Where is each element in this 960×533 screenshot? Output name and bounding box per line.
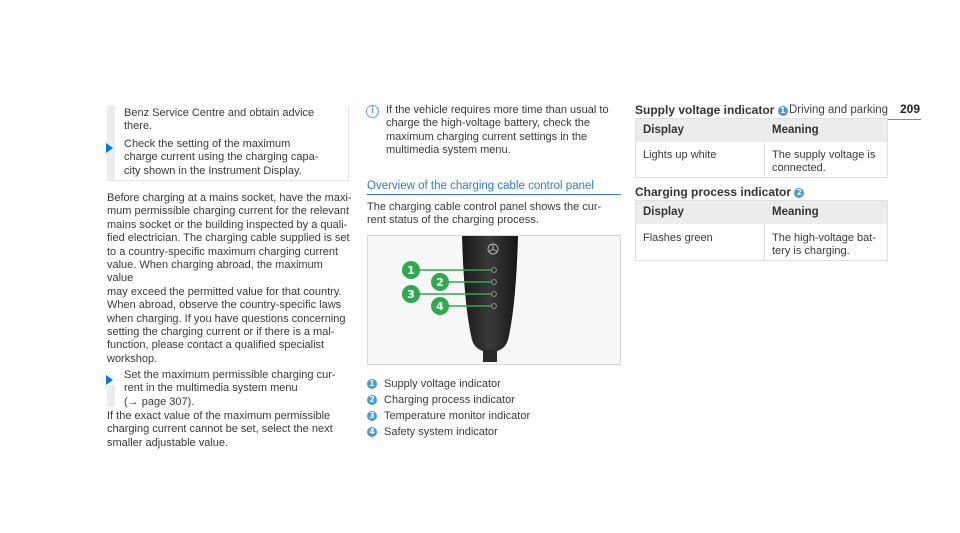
table-header-row xyxy=(636,201,887,224)
legend-label: Charging process indicator xyxy=(384,394,515,406)
callout-2: 2 xyxy=(436,276,444,289)
header-display: Display xyxy=(643,124,684,136)
heading-text: Charging process indicator xyxy=(635,185,792,199)
heading-badge: 1 xyxy=(778,106,788,116)
legend-label: Supply voltage indicator xyxy=(384,378,501,390)
table-header-row xyxy=(636,119,887,142)
step-side-bar xyxy=(107,385,115,407)
note-continuation: Benz Service Centre and obtain advice there. xyxy=(124,107,315,133)
header-display: Display xyxy=(643,206,684,218)
supply-voltage-heading xyxy=(635,104,788,117)
intro-text: The charging cable control panel shows the cur- rent status of the charging process. xyxy=(367,201,602,227)
paragraph-adjustable-value: If the exact value of the maximum permissible charging current cannot be set, select the next smaller adjustable value. xyxy=(107,410,333,449)
callout-3: 3 xyxy=(407,288,415,301)
info-circle-icon: i xyxy=(366,105,379,118)
supply-voltage-table xyxy=(635,118,888,178)
cable-stub xyxy=(483,350,497,362)
column-divider xyxy=(764,224,765,260)
heading-badge: 2 xyxy=(794,188,804,198)
callout-1: 1 xyxy=(407,264,415,277)
legend-item xyxy=(367,378,501,391)
figure-callout xyxy=(431,297,449,315)
legend-label: Safety system indicator xyxy=(384,426,498,438)
play-arrow-icon xyxy=(106,143,113,153)
figure-callout xyxy=(431,273,449,291)
step-set-current: Set the maximum permissible charging cur- rent in the multimedia system menu (→ page 307). xyxy=(124,369,336,408)
legend-item xyxy=(367,394,515,407)
control-panel-figure xyxy=(367,235,621,365)
legend-label: Temperature monitor indicator xyxy=(384,410,531,422)
figure-callout xyxy=(402,261,420,279)
legend-badge: 3 xyxy=(367,411,377,421)
header-meaning: Meaning xyxy=(772,124,819,136)
legend-badge: 2 xyxy=(367,395,377,405)
play-arrow-icon xyxy=(106,375,113,385)
charging-control-unit-illustration xyxy=(368,236,620,364)
row-meaning: The supply voltage is connected. xyxy=(772,149,876,175)
legend-badge: 4 xyxy=(367,427,377,437)
info-note: If the vehicle requires more time than usual to charge the high-voltage battery, check the maximum charging current settings in the multimedia system menu. xyxy=(386,104,609,157)
legend-badge: 1 xyxy=(367,379,377,389)
legend-item xyxy=(367,426,498,439)
charging-process-table xyxy=(635,200,888,261)
page-number: 209 xyxy=(900,102,921,116)
callout-4: 4 xyxy=(436,300,444,313)
row-display: Flashes green xyxy=(643,232,713,244)
figure-callout xyxy=(402,285,420,303)
legend-item xyxy=(367,410,530,423)
heading-rule xyxy=(367,194,621,195)
column-divider xyxy=(764,142,765,177)
section-title: Driving and parking xyxy=(789,104,889,116)
header-meaning: Meaning xyxy=(772,206,819,218)
row-display: Lights up white xyxy=(643,149,717,161)
heading-text: Supply voltage indicator xyxy=(635,103,775,117)
row-meaning: The high-voltage bat- tery is charging. xyxy=(772,232,876,258)
step-check-setting: Check the setting of the maximum charge current using the charging capa- city shown in the Instrument Display. xyxy=(124,138,319,177)
charging-process-heading xyxy=(635,186,804,199)
section-heading: Overview of the charging cable control panel xyxy=(367,180,594,192)
running-header xyxy=(789,104,888,117)
paragraph-charging-current: Before charging at a mains socket, have the maxi- mum permissible charging current for the relevant mains socket or the building inspected by a quali- fied electrician. The charging cable supplied is set to a country-specific maximum charging current value. When charging abroad, the maximum value may exceed the permitted value for that country. When abroad, observe the country-specific laws when charging. If you have questions concerning setting the charging current or if there is a mal- function, please contact a qualified specialist workshop. xyxy=(107,192,352,365)
